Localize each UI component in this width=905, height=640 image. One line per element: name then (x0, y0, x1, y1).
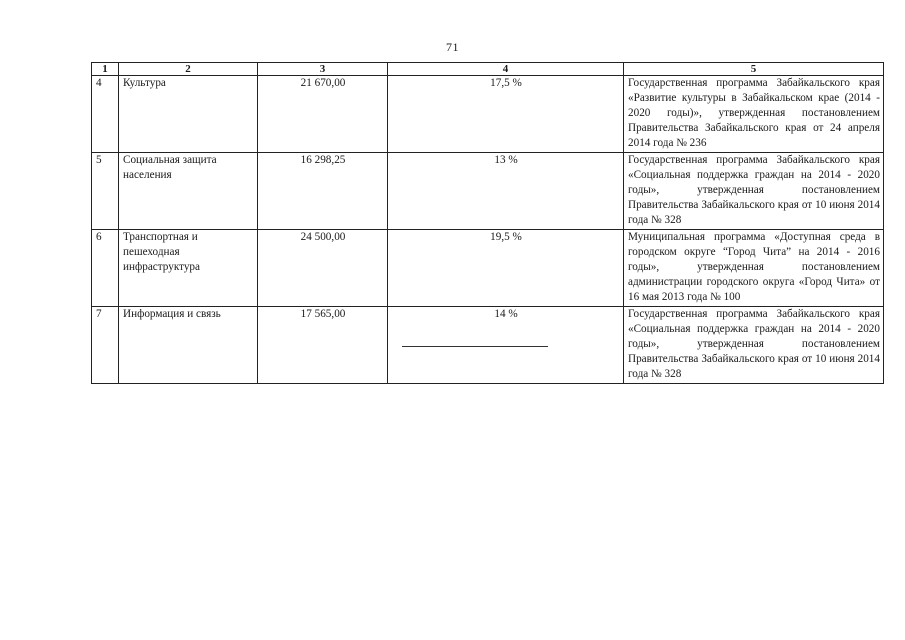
category-name: Информация и связь (119, 307, 258, 384)
table-row (92, 76, 884, 153)
program-description: Государственная программа Забайкальского края «Социальная поддержка граждан на 2014 - 2020 годы», утвержденная постановлением Правительства Забайкальского края от 10 июня 2014 года № 328 (624, 307, 884, 384)
category-name: Транспортная и пешеходная инфраструктура (119, 230, 258, 307)
row-number: 7 (92, 307, 119, 384)
column-header-3: 3 (258, 63, 388, 76)
table-row (92, 153, 884, 230)
percent-value: 14 % (388, 307, 624, 384)
row-number: 5 (92, 153, 119, 230)
percent-value: 19,5 % (388, 230, 624, 307)
program-description: Государственная программа Забайкальского края «Социальная поддержка граждан на 2014 - 2020 годы», утвержденная постановлением Правительства Забайкальского края от 10 июня 2014 года № 328 (624, 153, 884, 230)
column-header-2: 2 (119, 63, 258, 76)
row-number: 6 (92, 230, 119, 307)
page-number: 71 (446, 40, 459, 54)
column-header-5: 5 (624, 63, 884, 76)
column-header-1: 1 (92, 63, 119, 76)
category-name: Культура (119, 76, 258, 153)
amount-value: 17 565,00 (258, 307, 388, 384)
table-row (92, 307, 884, 384)
program-description: Государственная программа Забайкальского края «Развитие культуры в Забайкальском крае (2014 - 2020 годы)», утвержденная постановлением Правительства Забайкальского края от 24 апреля 2014 года № 236 (624, 76, 884, 153)
column-header-4: 4 (388, 63, 624, 76)
data-table (91, 62, 884, 384)
row-number: 4 (92, 76, 119, 153)
amount-value: 21 670,00 (258, 76, 388, 153)
table-header-row (92, 63, 884, 76)
table-row (92, 230, 884, 307)
divider-line (402, 346, 548, 347)
program-description: Муниципальная программа «Доступная среда в городском округе “Город Чита” на 2014 - 2016 годы», утвержденная постановлением администрации городского округа «Город Чита» от 16 мая 2013 года № 100 (624, 230, 884, 307)
percent-value: 17,5 % (388, 76, 624, 153)
amount-value: 24 500,00 (258, 230, 388, 307)
amount-value: 16 298,25 (258, 153, 388, 230)
percent-value: 13 % (388, 153, 624, 230)
category-name: Социальная защита населения (119, 153, 258, 230)
